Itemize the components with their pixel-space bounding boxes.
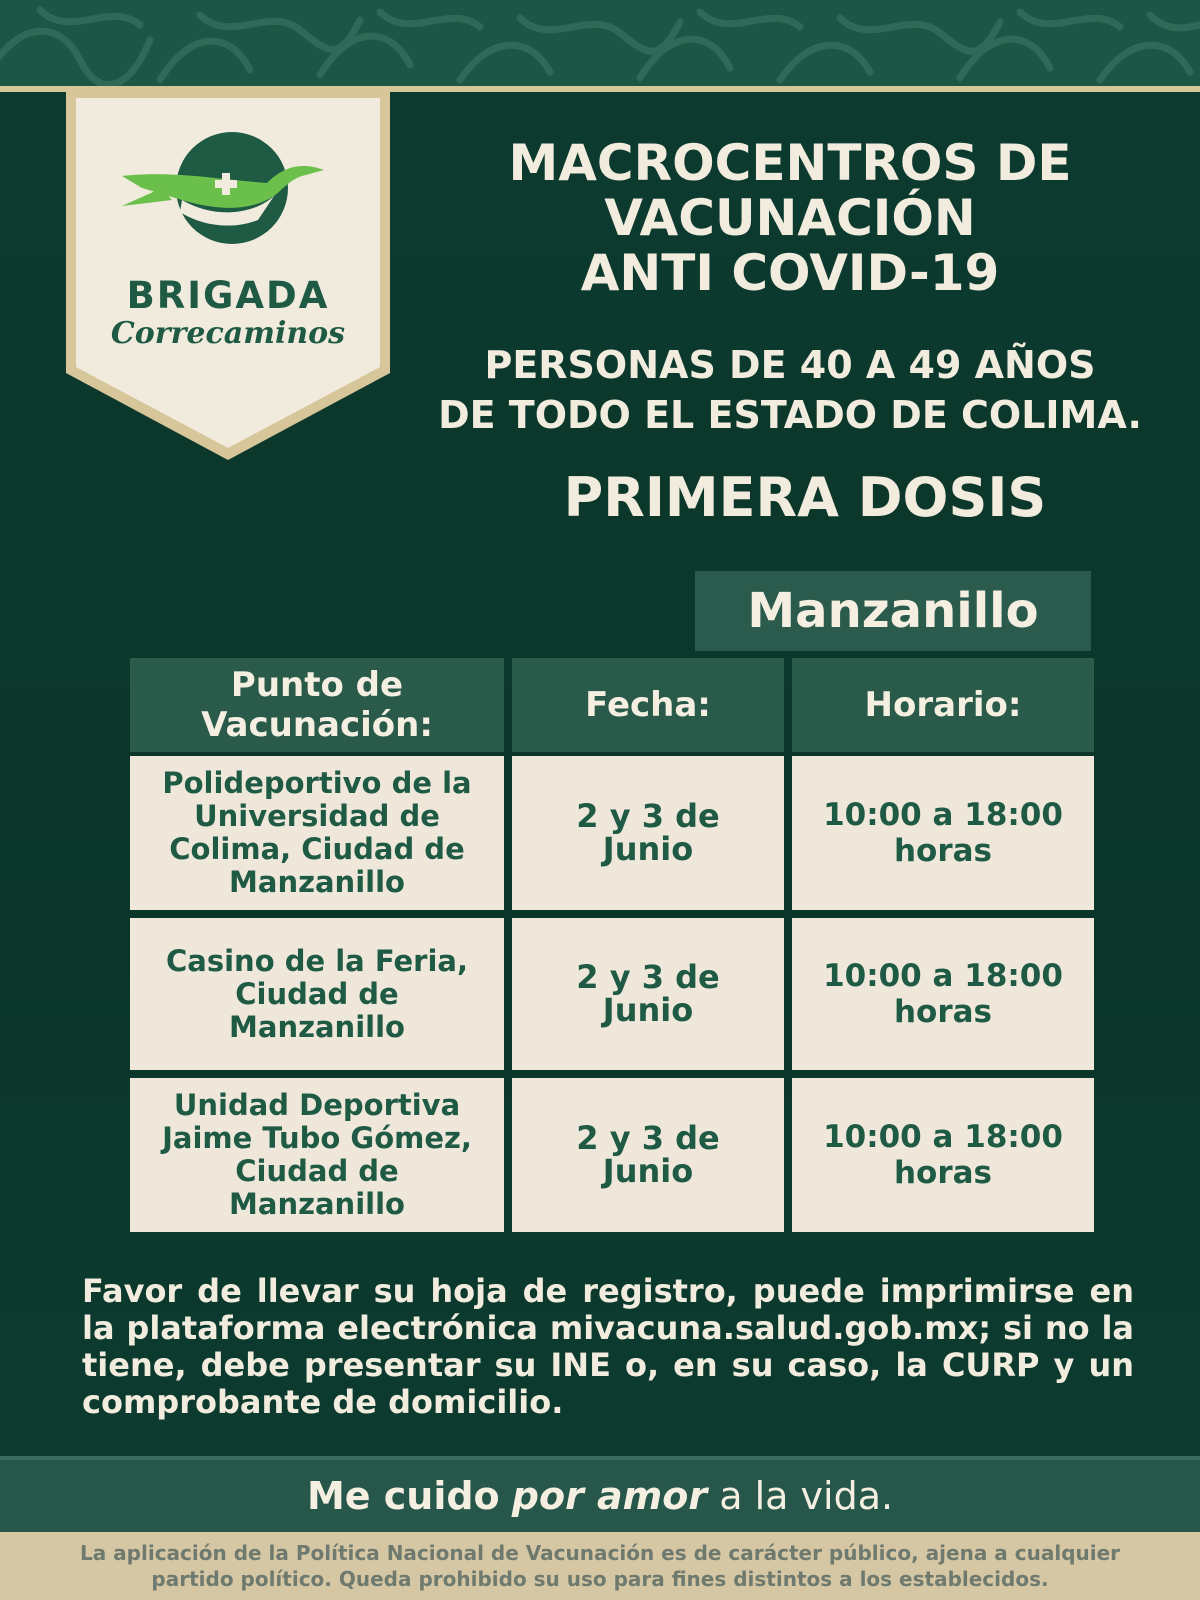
row-1-date: 2 y 3 de Junio — [512, 756, 784, 910]
audience-subtitle — [400, 340, 1180, 440]
header-hours: Horario: — [792, 658, 1094, 752]
pattern-icon — [0, 0, 1200, 86]
slogan-band — [0, 1460, 1200, 1532]
vaccination-schedule-table — [130, 658, 1094, 1234]
slogan-part-1: Me cuido — [306, 1474, 500, 1518]
disclaimer-band — [0, 1532, 1200, 1600]
row-2-date: 2 y 3 de Junio — [512, 918, 784, 1070]
header-date: Fecha: — [512, 658, 784, 752]
row-3-place: Unidad Deportiva Jaime Tubo Gómez, Ciudad de Manzanillo — [130, 1078, 504, 1232]
disclaimer-text: La aplicación de la Política Nacional de Vacunación es de carácter público, ajena a cualquier partido político. Queda prohibido su uso para fines distintos a los establecidos. — [79, 1541, 1121, 1591]
slogan — [0, 1460, 1200, 1532]
main-title — [450, 136, 1130, 301]
slogan-part-2: por amor — [511, 1474, 708, 1518]
slogan-part-3: a la vida. — [719, 1474, 894, 1518]
row-1-place: Polideportivo de la Universidad de Colima, Ciudad de Manzanillo — [130, 756, 504, 910]
row-3-hours: 10:00 a 18:00 horas — [792, 1078, 1094, 1232]
logo-correcaminos-text: Correcaminos — [110, 316, 346, 351]
title-line-3: ANTI COVID-19 — [580, 244, 1000, 302]
row-2-hours: 10:00 a 18:00 horas — [792, 918, 1094, 1070]
row-1-hours: 10:00 a 18:00 horas — [792, 756, 1094, 910]
logo-brigada-text: BRIGADA — [126, 274, 330, 317]
location-tab: Manzanillo — [695, 571, 1091, 651]
row-3-date: 2 y 3 de Junio — [512, 1078, 784, 1232]
dose-title: PRIMERA DOSIS — [563, 466, 1047, 529]
row-2-place: Casino de la Feria, Ciudad de Manzanillo — [130, 918, 504, 1070]
audience-line-1: PERSONAS DE 40 A 49 AÑOS — [484, 343, 1096, 387]
brigada-correcaminos-logo — [62, 88, 394, 466]
registration-note: Favor de llevar su hoja de registro, puede imprimirse en la plataforma electrónica mivacuna.salud.gob.mx; si no la tiene, debe presentar su INE o, en su caso, la CURP y un comprobante de domicilio. — [82, 1272, 1134, 1421]
header-place: Punto de Vacunación: — [130, 658, 504, 752]
decorative-pattern-band — [0, 0, 1200, 86]
title-line-2: VACUNACIÓN — [604, 189, 976, 247]
audience-line-2: DE TODO EL ESTADO DE COLIMA. — [438, 393, 1142, 437]
title-line-1: MACROCENTROS DE — [508, 134, 1072, 192]
